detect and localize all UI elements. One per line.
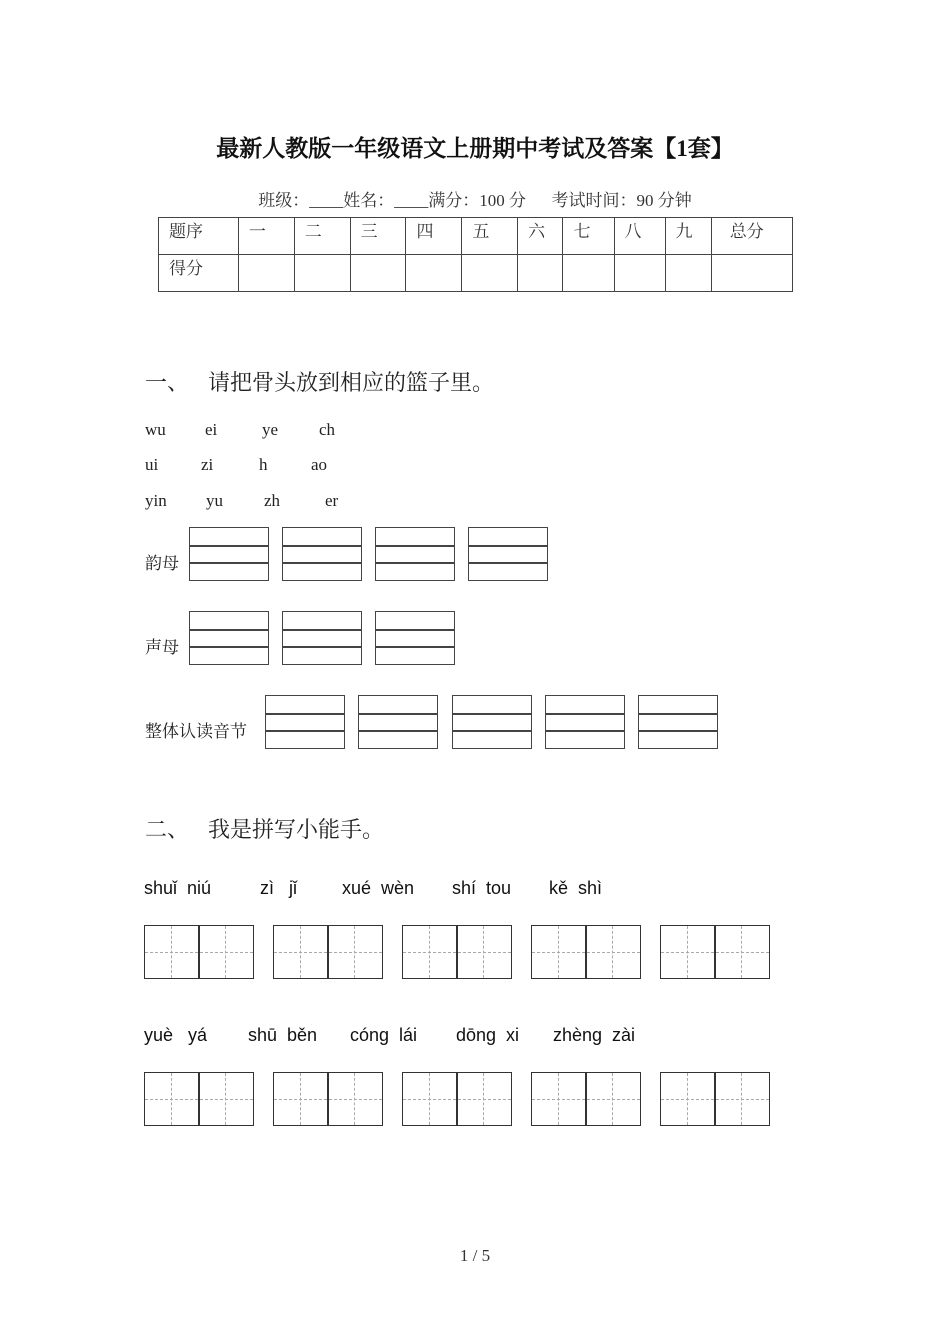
pinyin-item: yu bbox=[206, 491, 223, 510]
score-table-header-row bbox=[159, 218, 793, 255]
basket-box[interactable] bbox=[638, 695, 718, 749]
pinyin-item: zh bbox=[264, 491, 281, 510]
writing-grid[interactable] bbox=[144, 1072, 254, 1126]
writing-grid[interactable] bbox=[531, 925, 641, 979]
score-entry[interactable] bbox=[406, 255, 462, 292]
pinyin-word: shí tou bbox=[452, 878, 512, 898]
score-cell: 五 bbox=[462, 218, 518, 255]
basket-box[interactable] bbox=[265, 695, 345, 749]
score-entry[interactable] bbox=[711, 255, 792, 292]
pinyin-item: ao bbox=[311, 455, 328, 474]
exam-info-line: 班级：____姓名：____满分：100 分 考试时间：90 分钟 bbox=[258, 191, 692, 210]
score-cell: 八 bbox=[614, 218, 665, 255]
pinyin-word: dōng xi bbox=[456, 1025, 520, 1045]
section-2-heading bbox=[145, 813, 384, 844]
score-cell: 七 bbox=[563, 218, 614, 255]
score-entry[interactable] bbox=[518, 255, 563, 292]
category-label-initials: 声母 bbox=[145, 638, 179, 657]
page-title: 最新人教版一年级语文上册期中考试及答案【1套】 bbox=[216, 136, 734, 161]
basket-box[interactable] bbox=[375, 527, 455, 581]
pinyin-item: ei bbox=[205, 420, 218, 439]
pinyin-item: h bbox=[259, 455, 268, 474]
section-2-title: 我是拼写小能手。 bbox=[208, 817, 385, 842]
score-table bbox=[158, 217, 793, 292]
pinyin-item: ch bbox=[319, 420, 336, 439]
score-entry[interactable] bbox=[563, 255, 614, 292]
score-cell: 一 bbox=[238, 218, 294, 255]
pinyin-word: kě shì bbox=[549, 878, 603, 898]
writing-grid[interactable] bbox=[402, 1072, 512, 1126]
writing-grid[interactable] bbox=[144, 925, 254, 979]
pinyin-word: shuǐ niú bbox=[144, 878, 212, 898]
score-cell: 总分 bbox=[711, 218, 792, 255]
basket-box[interactable] bbox=[282, 527, 362, 581]
score-cell: 九 bbox=[665, 218, 711, 255]
pinyin-word: xué wèn bbox=[342, 878, 415, 898]
score-entry[interactable] bbox=[294, 255, 350, 292]
basket-box[interactable] bbox=[375, 611, 455, 665]
score-cell: 三 bbox=[350, 218, 406, 255]
score-entry[interactable] bbox=[614, 255, 665, 292]
pinyin-word: cóng lái bbox=[350, 1025, 418, 1045]
pinyin-item: wu bbox=[145, 420, 166, 439]
category-label-whole-syllables: 整体认读音节 bbox=[145, 722, 247, 741]
pinyin-item: ui bbox=[145, 455, 159, 474]
pinyin-item: yin bbox=[145, 491, 167, 510]
pinyin-word: shū běn bbox=[248, 1025, 318, 1045]
writing-grid[interactable] bbox=[402, 925, 512, 979]
pinyin-item: zi bbox=[201, 455, 214, 474]
basket-box[interactable] bbox=[452, 695, 532, 749]
score-cell: 题序 bbox=[159, 218, 239, 255]
basket-box[interactable] bbox=[358, 695, 438, 749]
pinyin-word: zhèng zài bbox=[553, 1025, 636, 1045]
section-1-title: 请把骨头放到相应的篮子里。 bbox=[208, 370, 495, 395]
score-entry[interactable] bbox=[462, 255, 518, 292]
score-cell: 四 bbox=[406, 218, 462, 255]
score-row-label: 得分 bbox=[159, 255, 239, 292]
basket-box[interactable] bbox=[189, 527, 269, 581]
pinyin-word: zì jǐ bbox=[260, 878, 298, 898]
pinyin-item: ye bbox=[262, 420, 279, 439]
section-1-number: 一、 bbox=[145, 370, 190, 395]
writing-grid[interactable] bbox=[660, 1072, 770, 1126]
pinyin-word: yuè yá bbox=[144, 1025, 208, 1045]
pinyin-item: er bbox=[325, 491, 339, 510]
score-table-score-row bbox=[159, 255, 793, 292]
score-cell: 二 bbox=[294, 218, 350, 255]
writing-grid[interactable] bbox=[273, 925, 383, 979]
page-number: 1 / 5 bbox=[459, 1246, 491, 1265]
basket-box[interactable] bbox=[282, 611, 362, 665]
section-1-heading bbox=[145, 366, 494, 397]
basket-box[interactable] bbox=[545, 695, 625, 749]
score-entry[interactable] bbox=[238, 255, 294, 292]
basket-box[interactable] bbox=[468, 527, 548, 581]
score-entry[interactable] bbox=[665, 255, 711, 292]
writing-grid[interactable] bbox=[273, 1072, 383, 1126]
section-2-number: 二、 bbox=[145, 817, 190, 842]
basket-box[interactable] bbox=[189, 611, 269, 665]
score-cell: 六 bbox=[518, 218, 563, 255]
writing-grid[interactable] bbox=[531, 1072, 641, 1126]
category-label-finals: 韵母 bbox=[145, 554, 179, 573]
score-entry[interactable] bbox=[350, 255, 406, 292]
writing-grid[interactable] bbox=[660, 925, 770, 979]
